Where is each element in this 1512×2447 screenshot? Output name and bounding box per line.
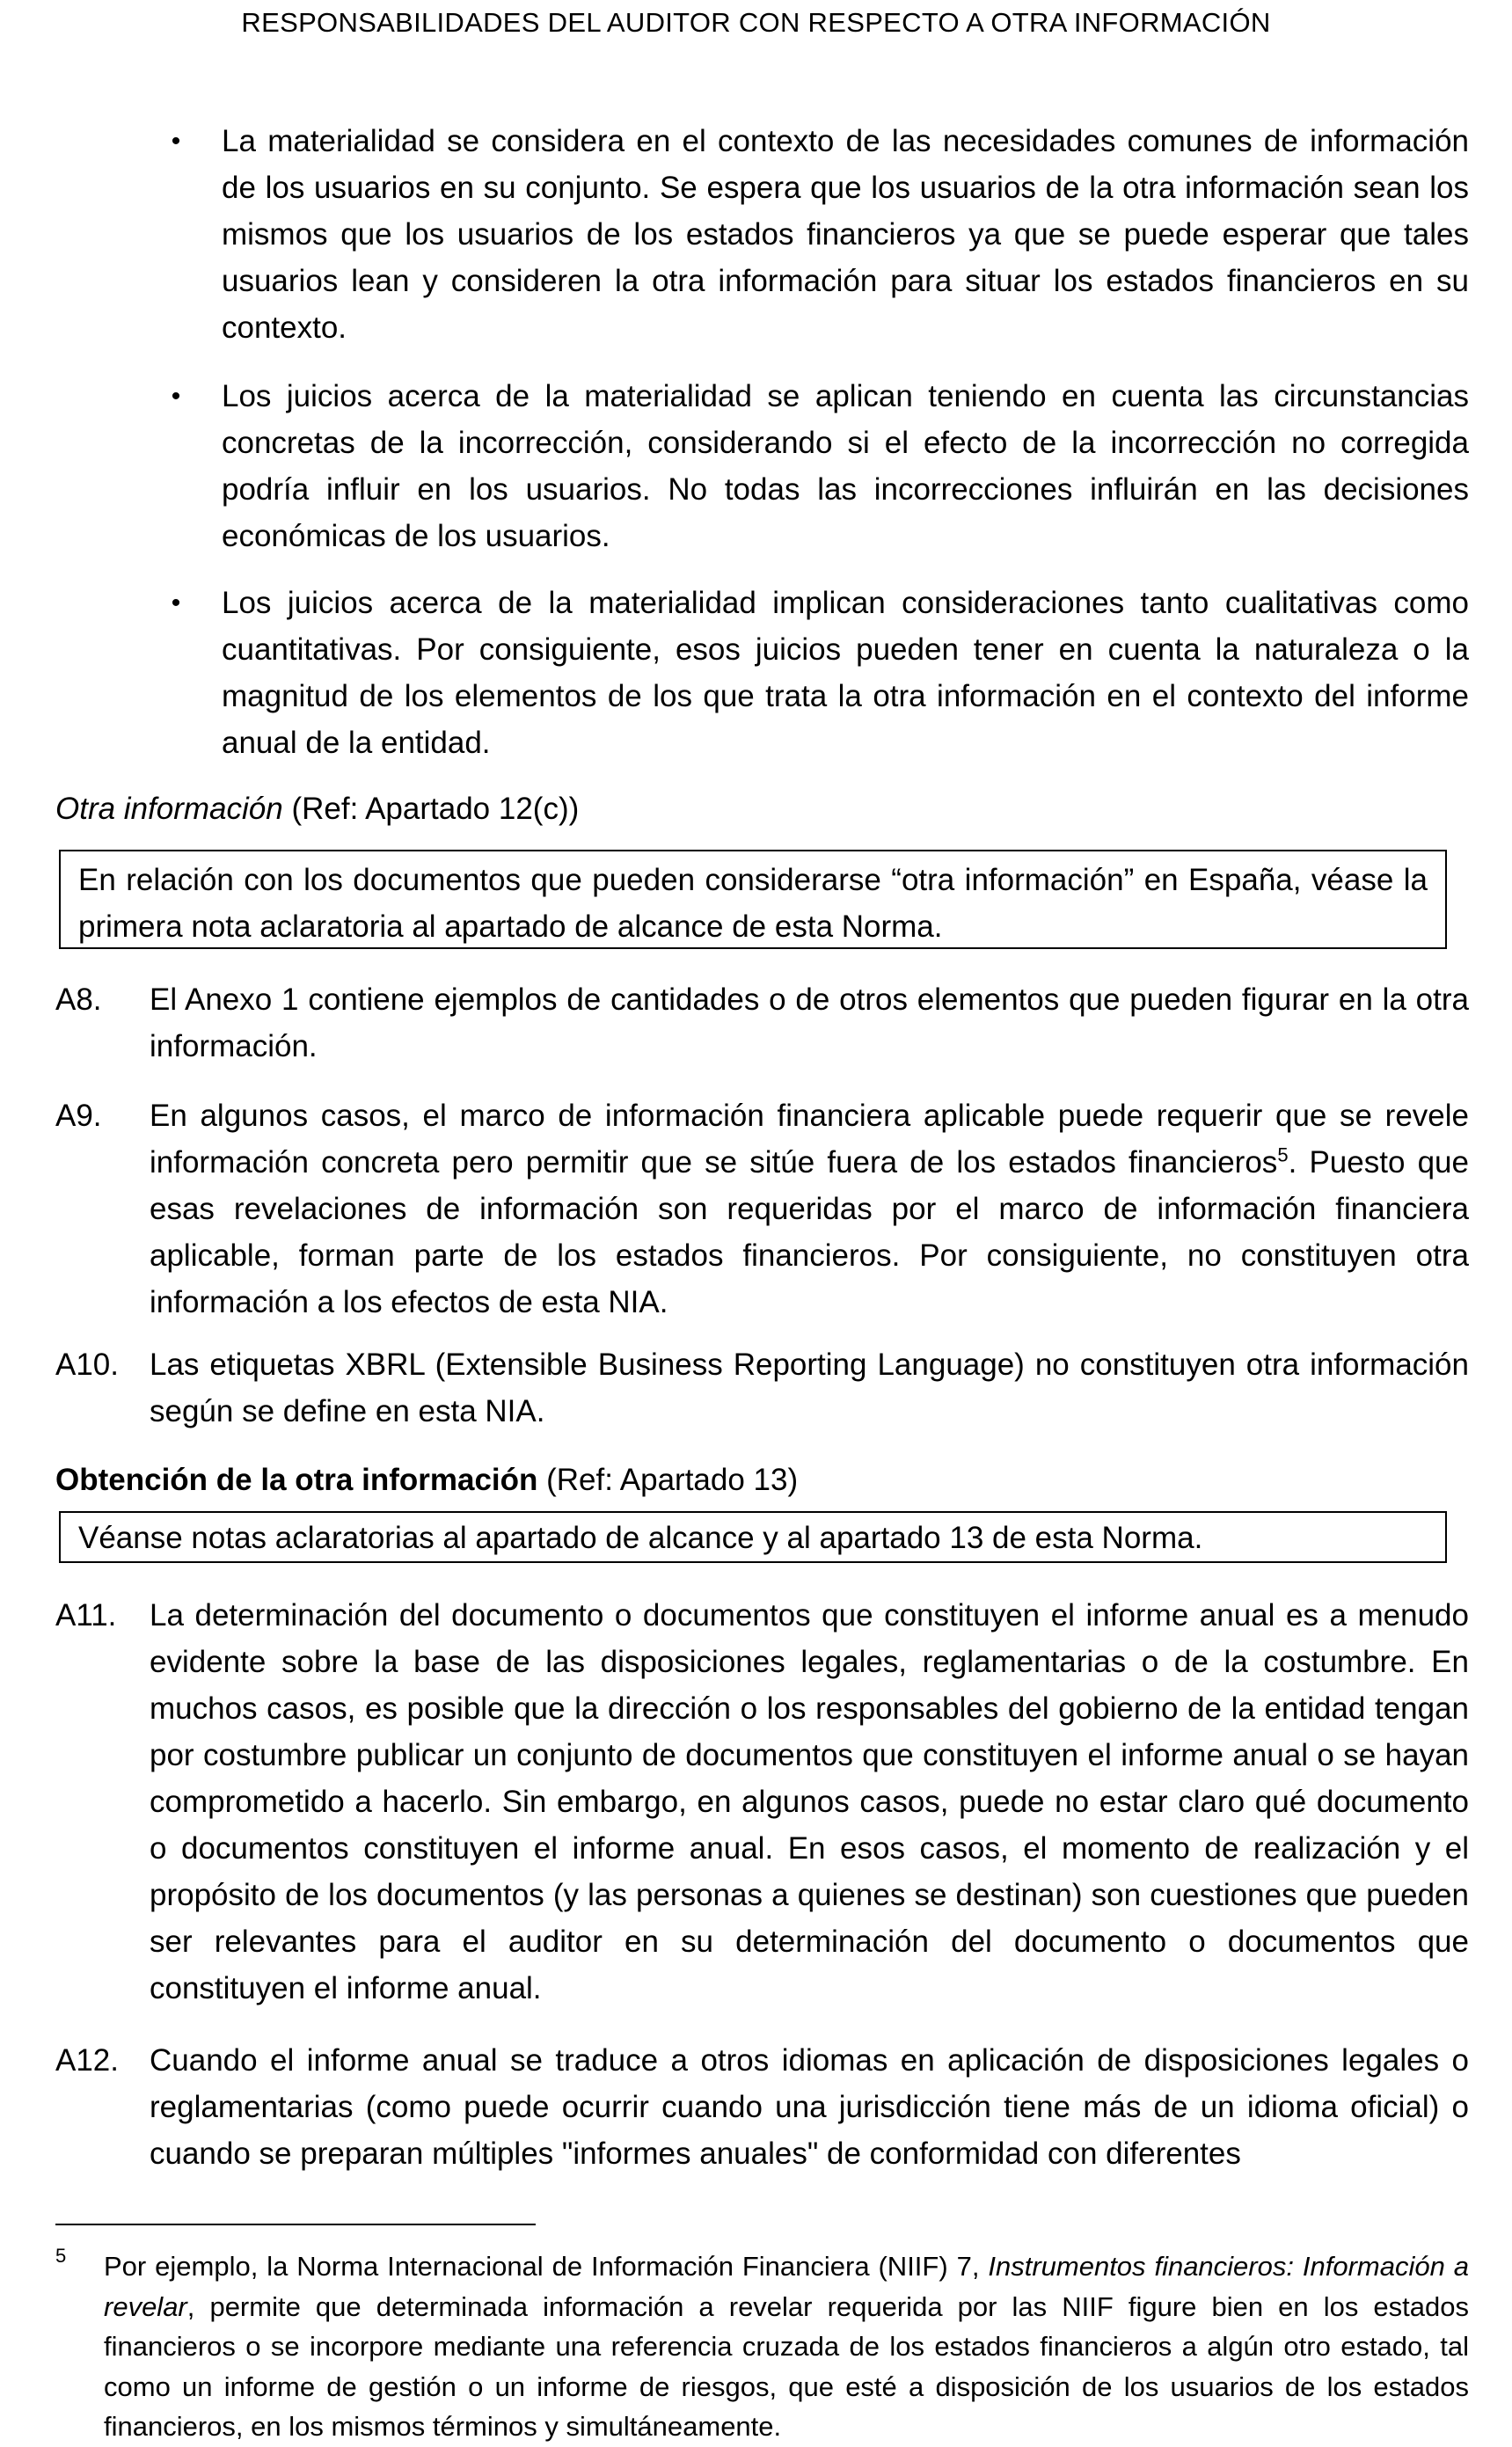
clarifying-note-text: Véanse notas aclaratorias al apartado de alcance y al apartado 13 de esta Norma. bbox=[78, 1521, 1203, 1555]
footnote-cited-title: Instrumentos financieros: Información a revelar bbox=[104, 2251, 1469, 2322]
footnote-text bbox=[104, 2246, 1469, 2447]
footnote-reference[interactable]: 5 bbox=[1277, 1143, 1289, 1166]
bullet-item bbox=[171, 373, 1469, 559]
bullet-text: Los juicios acerca de la materialidad implican consideraciones tanto cualitativas como cuantitativas. Por consiguiente, esos juicios pueden tener en cuenta la naturaleza o la magnitud de los elementos de los que trata la otra información en el contexto del informe anual de la entidad. bbox=[222, 586, 1469, 760]
bullet-text: Los juicios acerca de la materialidad se aplican teniendo en cuenta las circunstancias concretas de la incorrección, considerando si el efecto de la incorrección no corregida podría influir en los usuarios. No todas las incorrecciones influirán en las decisiones económicas de los usuarios. bbox=[222, 379, 1469, 553]
clarifying-note-text: En relación con los documentos que pueden considerarse “otra información” en España, véase la primera nota aclaratoria al apartado de alcance de esta Norma. bbox=[78, 863, 1428, 944]
bullet-icon: • bbox=[171, 588, 181, 617]
paragraph-text: El Anexo 1 contiene ejemplos de cantidades o de otros elementos que pueden figurar en la otra información. bbox=[150, 982, 1469, 1063]
footnote-divider bbox=[55, 2224, 536, 2225]
paragraph-number: A11. bbox=[55, 1598, 117, 1633]
footnote-text-part: , permite que determinada información a revelar requerida por las NIIF figure bien en los estados financieros o se incorpore mediante una referencia cruzada de los estados financieros a algún otro estado, tal como un informe de gestión o un informe de riesgos, que esté a disposición de los usuarios de los estados financieros, en los mismos términos y simultáneamente. bbox=[104, 2290, 1469, 2443]
paragraph-number: A8. bbox=[55, 982, 102, 1017]
bullet-icon: • bbox=[171, 127, 181, 156]
paragraph-number: A10. bbox=[55, 1348, 119, 1382]
paragraph-text: Cuando el informe anual se traduce a otros idiomas en aplicación de disposiciones legales o reglamentarias (como puede ocurrir cuando una jurisdicción tiene más de un idioma oficial) o cuando se preparan múltiples "informes anuales" de conformidad con diferentes bbox=[150, 2043, 1469, 2171]
running-header: RESPONSABILIDADES DEL AUDITOR CON RESPECTO A OTRA INFORMACIÓN bbox=[241, 7, 1271, 38]
paragraph-text: Las etiquetas XBRL (Extensible Business Reporting Language) no constituyen otra información según se define en esta NIA. bbox=[150, 1348, 1469, 1428]
footnote-number: 5 bbox=[55, 2245, 67, 2267]
section-heading-obtencion bbox=[55, 1457, 798, 1503]
bullet-item bbox=[171, 580, 1469, 766]
clarifying-note-box bbox=[59, 850, 1447, 949]
footnote-text-part: Por ejemplo, la Norma Internacional de Información Financiera (NIIF) 7, bbox=[104, 2251, 989, 2282]
section-title: Obtención de la otra información bbox=[55, 1463, 538, 1497]
bullet-icon: • bbox=[171, 382, 181, 411]
bullet-item bbox=[171, 118, 1469, 351]
clarifying-note-box bbox=[59, 1511, 1447, 1563]
paragraph-text bbox=[150, 1092, 1469, 1326]
section-reference: (Ref: Apartado 13) bbox=[537, 1463, 799, 1497]
section-reference: (Ref: Apartado 12(c)) bbox=[282, 792, 580, 826]
paragraph-text: La determinación del documento o documentos que constituyen el informe anual es a menudo evidente sobre la base de las disposiciones legales, reglamentarias o de la costumbre. En muchos casos, es posible que la dirección o los responsables del gobierno de la entidad tengan por costumbre publicar un conjunto de documentos que constituyen el informe anual o se hayan comprometido a hacerlo. Sin embargo, en algunos casos, puede no estar claro qué documento o documentos constituyen el informe anual. En esos casos, el momento de realización y el propósito de los documentos (y las personas a quienes se destinan) son cuestiones que pueden ser relevantes para el auditor en su determinación del documento o documentos que constituyen el informe anual. bbox=[150, 1598, 1469, 2005]
paragraph-number: A12. bbox=[55, 2043, 119, 2078]
bullet-text: La materialidad se considera en el contexto de las necesidades comunes de información de los usuarios en su conjunto. Se espera que los usuarios de la otra información sean los mismos que los usuarios de los estados financieros ya que se puede esperar que tales usuarios lean y consideren la otra información para situar los estados financieros en su contexto. bbox=[222, 124, 1469, 345]
section-heading-otra-informacion bbox=[55, 785, 579, 832]
paragraph-number: A9. bbox=[55, 1099, 102, 1133]
section-title: Otra información bbox=[55, 792, 283, 826]
paragraph-text-part: En algunos casos, el marco de información financiera aplicable puede requerir que se revele información concreta pero permitir que se sitúe fuera de los estados financieros bbox=[150, 1099, 1469, 1180]
paragraph-text-part: . Puesto que esas revelaciones de información son requeridas por el marco de información financiera aplicable, forman parte de los estados financieros. Por consiguiente, no constituyen otra información a los efectos de esta NIA. bbox=[150, 1145, 1469, 1319]
